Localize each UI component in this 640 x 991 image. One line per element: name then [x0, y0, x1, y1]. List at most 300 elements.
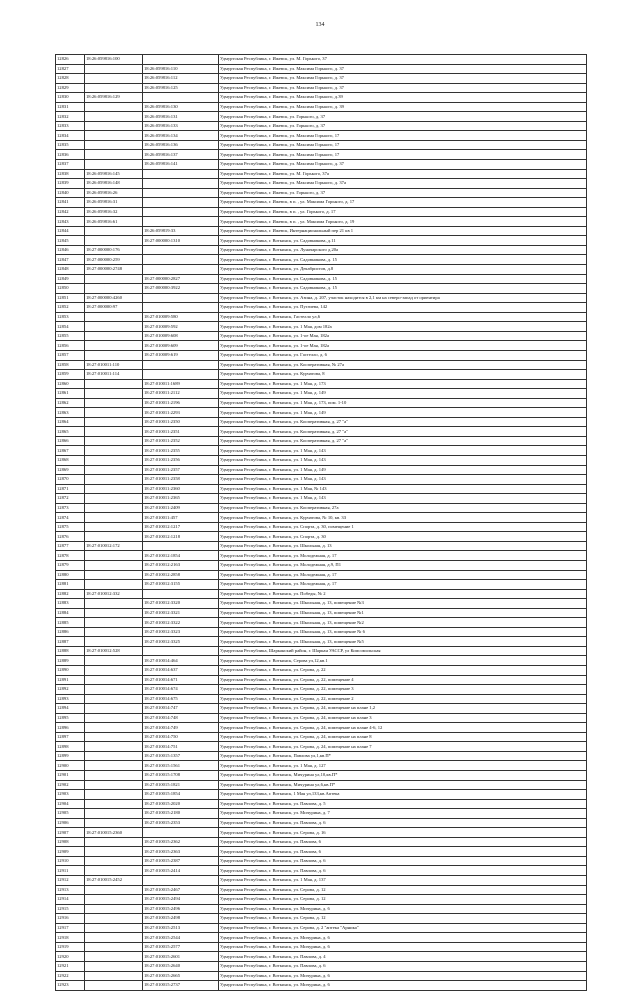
- parcel-number-cell: [85, 656, 143, 666]
- address-cell: Удмуртская Республика, г. Воткинск, Гастелло ул,6: [219, 312, 587, 322]
- table-row: [56, 599, 587, 609]
- address-cell: Удмуртская Республика, г. Воткинск, ул. Кооперативная, 27а: [219, 503, 587, 513]
- table-row: [56, 408, 587, 418]
- table-row: [56, 828, 587, 838]
- address-cell: Удмуртская Республика, г. Воткинск, ул. Серова, д. 16: [219, 828, 587, 838]
- row-number-cell: 12922: [56, 971, 85, 981]
- parcel-number-cell: [85, 914, 143, 924]
- table-row: [56, 379, 587, 389]
- address-cell: Удмуртская Республика, г. Ижевск, ул. Максима Горького, д. 37: [219, 83, 587, 93]
- parcel-number-cell: 18:27:000000:259: [85, 255, 143, 265]
- row-number-cell: 12840: [56, 188, 85, 198]
- address-cell: Удмуртская Республика, г. Воткинск, ул. Павлова, д. 6: [219, 961, 587, 971]
- building-number-cell: 18:27:010009:580: [143, 312, 219, 322]
- address-cell: Удмуртская Республика, г. Ижевск, ул. Максима Горького, д. 37: [219, 74, 587, 84]
- row-number-cell: 12853: [56, 312, 85, 322]
- address-cell: Удмуртская Республика, г. Ижевск, ул. Максима Горького, 17: [219, 150, 587, 160]
- table-row: [56, 322, 587, 332]
- parcel-number-cell: [85, 895, 143, 905]
- address-cell: Удмуртская Республика, г. Ижевск, ул. Максима Горького, д. 39: [219, 102, 587, 112]
- parcel-number-cell: [85, 790, 143, 800]
- table-row: [56, 169, 587, 179]
- address-cell: Удмуртская Республика, Шарканский район, г. Шаркан УАССР, ул Комсомольская: [219, 646, 587, 656]
- building-number-cell: 18:27:010015:2601: [143, 952, 219, 962]
- row-number-cell: 12911: [56, 866, 85, 876]
- address-cell: Удмуртская Республика, г. Воткинск, ул. Мичурина, д. 6: [219, 933, 587, 943]
- address-cell: Удмуртская Республика, г. Воткинск, 1 Мая ул,133,кв.Аптека: [219, 790, 587, 800]
- parcel-number-cell: [85, 685, 143, 695]
- building-number-cell: 18:27:010014:637: [143, 666, 219, 676]
- building-number-cell: [143, 589, 219, 599]
- address-cell: Удмуртская Республика, г. Воткинск, ул. Мичурина, д. 6: [219, 971, 587, 981]
- table-row: [56, 465, 587, 475]
- building-number-cell: 18:27:010011:2356: [143, 455, 219, 465]
- building-number-cell: 18:27:010012:3323: [143, 627, 219, 637]
- row-number-cell: 12914: [56, 895, 85, 905]
- row-number-cell: 12919: [56, 942, 85, 952]
- table-row: [56, 427, 587, 437]
- table-row: [56, 255, 587, 265]
- row-number-cell: 12865: [56, 427, 85, 437]
- building-number-cell: 18:27:010011:2360: [143, 484, 219, 494]
- address-cell: Удмуртская Республика, г. Воткинск, ул. Школьная, д. 13, помещение №3: [219, 599, 587, 609]
- parcel-number-cell: [85, 837, 143, 847]
- building-number-cell: 18:27:010015:2513: [143, 923, 219, 933]
- property-register-table: [55, 54, 587, 991]
- building-number-cell: 18:27:010015:2640: [143, 961, 219, 971]
- table-row: [56, 370, 587, 380]
- parcel-number-cell: [85, 236, 143, 246]
- table-row: [56, 637, 587, 647]
- row-number-cell: 12875: [56, 522, 85, 532]
- building-number-cell: 18:26:059816:133: [143, 121, 219, 131]
- row-number-cell: 12837: [56, 160, 85, 170]
- row-number-cell: 12862: [56, 398, 85, 408]
- parcel-number-cell: [85, 761, 143, 771]
- parcel-number-cell: [85, 694, 143, 704]
- parcel-number-cell: 18:26:059816:32: [85, 207, 143, 217]
- building-number-cell: 18:27:010012:3325: [143, 637, 219, 647]
- parcel-number-cell: 18:26:059816:100: [85, 55, 143, 65]
- address-cell: Удмуртская Республика, г. Воткинск, ул. Серова, д. 12: [219, 895, 587, 905]
- row-number-cell: 12845: [56, 236, 85, 246]
- parcel-number-cell: 18:27:010012:528: [85, 646, 143, 656]
- address-cell: Удмуртская Республика, г. Воткинск, ул. Садовникова, д.11: [219, 236, 587, 246]
- table-row: [56, 666, 587, 676]
- table-row: [56, 503, 587, 513]
- table-row: [56, 933, 587, 943]
- parcel-number-cell: [85, 933, 143, 943]
- parcel-number-cell: 18:27:010012:172: [85, 541, 143, 551]
- row-number-cell: 12876: [56, 532, 85, 542]
- table-row: [56, 685, 587, 695]
- row-number-cell: 12906: [56, 818, 85, 828]
- address-cell: Удмуртская Республика, г. Воткинск, ул. Спорта, д. 30, помещение 1: [219, 522, 587, 532]
- building-number-cell: 18:27:010015:2363: [143, 847, 219, 857]
- row-number-cell: 12887: [56, 637, 85, 647]
- row-number-cell: 12858: [56, 360, 85, 370]
- table-row: [56, 952, 587, 962]
- row-number-cell: 12850: [56, 284, 85, 294]
- building-number-cell: 18:27:010014:671: [143, 675, 219, 685]
- parcel-number-cell: [85, 83, 143, 93]
- parcel-number-cell: [85, 856, 143, 866]
- building-number-cell: 18:26:059816:125: [143, 83, 219, 93]
- address-cell: Удмуртская Республика, г. Воткинск, ул. Мичурина, д. 6: [219, 981, 587, 991]
- parcel-number-cell: [85, 952, 143, 962]
- row-number-cell: 12867: [56, 446, 85, 456]
- table-row: [56, 398, 587, 408]
- table-row: [56, 589, 587, 599]
- table-row: [56, 417, 587, 427]
- parcel-number-cell: [85, 284, 143, 294]
- address-cell: Удмуртская Республика, г. Воткинск, ул. Павлова, д. 6: [219, 856, 587, 866]
- building-number-cell: 18:27:010015:2180: [143, 809, 219, 819]
- parcel-number-cell: [85, 866, 143, 876]
- address-cell: Удмуртская Республика, г. Ижевск, в п. , ул. Максима Горького, д. 19: [219, 217, 587, 227]
- row-number-cell: 12828: [56, 74, 85, 84]
- address-cell: Удмуртская Республика, г. Воткинск, Серова ул,12,кв.1: [219, 656, 587, 666]
- building-number-cell: 18:27:010015:1708: [143, 771, 219, 781]
- address-cell: Удмуртская Республика, г. Воткинск, ул. Школьная, д. 13, помещение №5: [219, 637, 587, 647]
- address-cell: Удмуртская Республика, г. Воткинск, ул. Победы, № 2: [219, 589, 587, 599]
- row-number-cell: 12827: [56, 64, 85, 74]
- building-number-cell: 18:27:010009:592: [143, 322, 219, 332]
- parcel-number-cell: 18:27:010015:2452: [85, 876, 143, 886]
- address-cell: Удмуртская Республика, г. Воткинск, ул. Школьная, д. 13, помещение №2: [219, 618, 587, 628]
- parcel-number-cell: [85, 465, 143, 475]
- parcel-number-cell: 18:27:000000:4260: [85, 293, 143, 303]
- table-row: [56, 83, 587, 93]
- address-cell: Удмуртская Республика, г. Воткинск, ул. 1 Мая, д. 149: [219, 465, 587, 475]
- building-number-cell: 18:27:010015:2498: [143, 914, 219, 924]
- row-number-cell: 12855: [56, 331, 85, 341]
- building-number-cell: 18:26:059816:130: [143, 102, 219, 112]
- row-number-cell: 12857: [56, 350, 85, 360]
- address-cell: Удмуртская Республика, г. Воткинск, ул. Серова, д. 24, помещение на плане 3: [219, 713, 587, 723]
- table-row: [56, 618, 587, 628]
- table-row: [56, 475, 587, 485]
- building-number-cell: [143, 169, 219, 179]
- building-number-cell: 18:27:010014:675: [143, 694, 219, 704]
- parcel-number-cell: [85, 723, 143, 733]
- parcel-number-cell: 18:27:010011:114: [85, 370, 143, 380]
- table-row: [56, 160, 587, 170]
- building-number-cell: 18:26:059816:141: [143, 160, 219, 170]
- address-cell: Удмуртская Республика, г. Воткинск, ул. Серова, д. 24, помещение на плане 8: [219, 732, 587, 742]
- row-number-cell: 12877: [56, 541, 85, 551]
- building-number-cell: 18:27:010011:2409: [143, 503, 219, 513]
- row-number-cell: 12849: [56, 274, 85, 284]
- row-number-cell: 12846: [56, 245, 85, 255]
- building-number-cell: 18:27:010011:1689: [143, 379, 219, 389]
- address-cell: Удмуртская Республика, г. Воткинск, ул. Павлова, д. 5: [219, 799, 587, 809]
- building-number-cell: 18:27:010009:609: [143, 341, 219, 351]
- row-number-cell: 12902: [56, 780, 85, 790]
- row-number-cell: 12861: [56, 389, 85, 399]
- table-row: [56, 723, 587, 733]
- address-cell: Удмуртская Республика, г. Воткинск, ул. Кооперативная, д. 27 "а": [219, 427, 587, 437]
- address-cell: Удмуртская Республика, г. Воткинск, ул. Луначарского д.20а: [219, 245, 587, 255]
- building-number-cell: [143, 541, 219, 551]
- building-number-cell: 18:27:010012:3155: [143, 580, 219, 590]
- row-number-cell: 12852: [56, 303, 85, 313]
- building-number-cell: 18:27:010015:2494: [143, 895, 219, 905]
- row-number-cell: 12889: [56, 656, 85, 666]
- table-row: [56, 551, 587, 561]
- row-number-cell: 12844: [56, 226, 85, 236]
- address-cell: Удмуртская Республика, г. Воткинск, ул. 1 Мая, д. 137: [219, 876, 587, 886]
- building-number-cell: 18:27:010015:2020: [143, 799, 219, 809]
- building-number-cell: 18:27:000000:2827: [143, 274, 219, 284]
- address-cell: Удмуртская Республика, г. Воткинск, ул. 1 Мая, д. 143: [219, 455, 587, 465]
- address-cell: Удмуртская Республика, г. Воткинск, ул. Садовникова, д. 15: [219, 255, 587, 265]
- parcel-number-cell: [85, 350, 143, 360]
- row-number-cell: 12864: [56, 417, 85, 427]
- building-number-cell: 18:27:010015:1561: [143, 761, 219, 771]
- row-number-cell: 12831: [56, 102, 85, 112]
- building-number-cell: 18:27:000000:1310: [143, 236, 219, 246]
- parcel-number-cell: [85, 818, 143, 828]
- parcel-number-cell: [85, 379, 143, 389]
- parcel-number-cell: [85, 675, 143, 685]
- address-cell: Удмуртская Республика, г. Воткинск, ул. Кооперативная, № 27а: [219, 360, 587, 370]
- row-number-cell: 12871: [56, 484, 85, 494]
- table-row: [56, 312, 587, 322]
- parcel-number-cell: [85, 961, 143, 971]
- parcel-number-cell: [85, 417, 143, 427]
- table-row: [56, 112, 587, 122]
- building-number-cell: 18:27:010012:2163: [143, 560, 219, 570]
- parcel-number-cell: [85, 923, 143, 933]
- building-number-cell: [143, 255, 219, 265]
- building-number-cell: 18:27:010009:608: [143, 331, 219, 341]
- parcel-number-cell: [85, 751, 143, 761]
- table-row: [56, 732, 587, 742]
- table-row: [56, 866, 587, 876]
- building-number-cell: [143, 303, 219, 313]
- building-number-cell: 18:26:059816:137: [143, 150, 219, 160]
- row-number-cell: 12851: [56, 293, 85, 303]
- table-row: [56, 837, 587, 847]
- address-cell: Удмуртская Республика, г. Ижевск, ул. Максима Горького, д. 37: [219, 64, 587, 74]
- building-number-cell: 18:27:010012:3321: [143, 608, 219, 618]
- row-number-cell: 12882: [56, 589, 85, 599]
- row-number-cell: 12913: [56, 885, 85, 895]
- address-cell: Удмуртская Республика, г. Ижевск, ул. Максима Горького, д.39: [219, 93, 587, 103]
- table-row: [56, 971, 587, 981]
- table-row: [56, 627, 587, 637]
- table-row: [56, 876, 587, 886]
- table-row: [56, 484, 587, 494]
- address-cell: Удмуртская Республика, г. Воткинск, ул. 1 Мая, д. 127: [219, 761, 587, 771]
- table-row: [56, 121, 587, 131]
- table-row: [56, 446, 587, 456]
- row-number-cell: 12847: [56, 255, 85, 265]
- row-number-cell: 12836: [56, 150, 85, 160]
- table-row: [56, 55, 587, 65]
- table-row: [56, 751, 587, 761]
- table-row: [56, 436, 587, 446]
- row-number-cell: 12908: [56, 837, 85, 847]
- parcel-number-cell: [85, 981, 143, 991]
- address-cell: Удмуртская Республика, г. Воткинск, ул. Павлова, д. 4: [219, 952, 587, 962]
- parcel-number-cell: [85, 475, 143, 485]
- row-number-cell: 12880: [56, 570, 85, 580]
- table-row: [56, 265, 587, 275]
- address-cell: Удмуртская Республика, г. Воткинск, ул. Кооперативная, д. 27 "а": [219, 436, 587, 446]
- row-number-cell: 12918: [56, 933, 85, 943]
- table-row: [56, 818, 587, 828]
- address-cell: Удмуртская Республика, г. Воткинск, ул. Школьная, д. 13, помещение №1: [219, 608, 587, 618]
- table-row: [56, 198, 587, 208]
- table-row: [56, 150, 587, 160]
- address-cell: Удмуртская Республика, г. Воткинск, ул. Курчатова, № 10, кв. 33: [219, 513, 587, 523]
- building-number-cell: 18:27:010015:2414: [143, 866, 219, 876]
- address-cell: Удмуртская Республика, г. Воткинск, ул. 1 Мая, д. 173, пом. 1-10: [219, 398, 587, 408]
- building-number-cell: 18:27:010011:2350: [143, 417, 219, 427]
- building-number-cell: 18:27:010011:2351: [143, 427, 219, 437]
- building-number-cell: 18:27:010011:2352: [143, 436, 219, 446]
- row-number-cell: 12890: [56, 666, 85, 676]
- building-number-cell: 18:27:010015:2467: [143, 885, 219, 895]
- row-number-cell: 12909: [56, 847, 85, 857]
- table-row: [56, 771, 587, 781]
- parcel-number-cell: [85, 140, 143, 150]
- address-cell: Удмуртская Республика, г. Ижевск, ул. Максима Горького, д. 37а: [219, 179, 587, 189]
- parcel-number-cell: 18:27:000000:176: [85, 245, 143, 255]
- address-cell: Удмуртская Республика, г. Ижевск, ул. Максима Горького, 17: [219, 140, 587, 150]
- parcel-number-cell: [85, 799, 143, 809]
- address-cell: Удмуртская Республика, г. Воткинск, ул. Павлова, 6: [219, 847, 587, 857]
- parcel-number-cell: [85, 494, 143, 504]
- row-number-cell: 12856: [56, 341, 85, 351]
- row-number-cell: 12912: [56, 876, 85, 886]
- row-number-cell: 12832: [56, 112, 85, 122]
- parcel-number-cell: [85, 102, 143, 112]
- address-cell: Удмуртская Республика, г. Воткинск, ул. Гастелло, д. 6: [219, 350, 587, 360]
- table-row: [56, 217, 587, 227]
- address-cell: Удмуртская Республика, г. Воткинск, ул. Кооперативная, д. 27 "а": [219, 417, 587, 427]
- table-row: [56, 188, 587, 198]
- parcel-number-cell: [85, 637, 143, 647]
- building-number-cell: 18:27:010015:2353: [143, 818, 219, 828]
- table-row: [56, 560, 587, 570]
- table-row: [56, 455, 587, 465]
- table-row: [56, 580, 587, 590]
- table-row: [56, 64, 587, 74]
- row-number-cell: 12901: [56, 771, 85, 781]
- parcel-number-cell: [85, 580, 143, 590]
- parcel-number-cell: [85, 64, 143, 74]
- table-row: [56, 856, 587, 866]
- table-row: [56, 799, 587, 809]
- address-cell: Удмуртская Республика, г. Воткинск, ул. Серова, д. 24, помещение на плане 4-6, 12: [219, 723, 587, 733]
- parcel-number-cell: [85, 885, 143, 895]
- parcel-number-cell: [85, 732, 143, 742]
- table-row: [56, 389, 587, 399]
- address-cell: Удмуртская Республика, г. Воткинск, Мичурина ул,10,кв.П*: [219, 771, 587, 781]
- row-number-cell: 12841: [56, 198, 85, 208]
- parcel-number-cell: [85, 446, 143, 456]
- building-number-cell: [143, 179, 219, 189]
- row-number-cell: 12866: [56, 436, 85, 446]
- building-number-cell: 18:26:059816:110: [143, 64, 219, 74]
- row-number-cell: 12829: [56, 83, 85, 93]
- row-number-cell: 12883: [56, 599, 85, 609]
- address-cell: Удмуртская Республика, г. Воткинск, ул. Серова, д. 2 "аптека "Арника": [219, 923, 587, 933]
- building-number-cell: 18:27:010015:2577: [143, 942, 219, 952]
- building-number-cell: [143, 93, 219, 103]
- address-cell: Удмуртская Республика, г. Воткинск, ул. Мичурина, д. 6: [219, 904, 587, 914]
- building-number-cell: 18:27:000000:3922: [143, 284, 219, 294]
- row-number-cell: 12884: [56, 608, 85, 618]
- row-number-cell: 12868: [56, 455, 85, 465]
- row-number-cell: 12923: [56, 981, 85, 991]
- building-number-cell: 18:26:059819:33: [143, 226, 219, 236]
- building-number-cell: 18:27:010012:2858: [143, 570, 219, 580]
- parcel-number-cell: [85, 398, 143, 408]
- building-number-cell: 18:27:010015:2362: [143, 837, 219, 847]
- parcel-number-cell: [85, 455, 143, 465]
- table-row: [56, 236, 587, 246]
- building-number-cell: 18:27:010015:2665: [143, 971, 219, 981]
- row-number-cell: 12892: [56, 685, 85, 695]
- address-cell: Удмуртская Республика, г. Воткинск, ул. Павлова, 6: [219, 837, 587, 847]
- parcel-number-cell: 18:26:059816:145: [85, 169, 143, 179]
- address-cell: Удмуртская Республика, г. Воткинск, ул. 1 Мая, д. 173: [219, 379, 587, 389]
- parcel-number-cell: [85, 408, 143, 418]
- address-cell: Удмуртская Республика, г. Воткинск, ул. 1-ое Мая, 182а: [219, 341, 587, 351]
- parcel-number-cell: [85, 427, 143, 437]
- building-number-cell: 18:27:010014:747: [143, 704, 219, 714]
- parcel-number-cell: [85, 341, 143, 351]
- parcel-number-cell: [85, 570, 143, 580]
- building-number-cell: 18:26:059816:131: [143, 112, 219, 122]
- table-row: [56, 131, 587, 141]
- row-number-cell: 12879: [56, 560, 85, 570]
- parcel-number-cell: [85, 522, 143, 532]
- table-row: [56, 274, 587, 284]
- table-row: [56, 494, 587, 504]
- address-cell: Удмуртская Республика, г. Ижевск, ул. Горького, д. 37: [219, 188, 587, 198]
- table-row: [56, 207, 587, 217]
- parcel-number-cell: [85, 274, 143, 284]
- building-number-cell: 18:26:059816:136: [143, 140, 219, 150]
- table-row: [56, 646, 587, 656]
- row-number-cell: 12869: [56, 465, 85, 475]
- building-number-cell: 18:27:010012:1854: [143, 551, 219, 561]
- address-cell: Удмуртская Республика, г. Воткинск, ул. 1-ое Мая, 182а: [219, 331, 587, 341]
- parcel-number-cell: [85, 904, 143, 914]
- building-number-cell: [143, 55, 219, 65]
- address-cell: Удмуртская Республика, г. Воткинск, ул. Серова, д. 12: [219, 914, 587, 924]
- table-row: [56, 179, 587, 189]
- row-number-cell: 12859: [56, 370, 85, 380]
- table-row: [56, 608, 587, 618]
- address-cell: Удмуртская Республика, г. Воткинск, ул. Школьная, д. 13: [219, 541, 587, 551]
- address-cell: Удмуртская Республика, г. Ижевск, ул. Горького, д. 37: [219, 121, 587, 131]
- address-cell: Удмуртская Республика, г. Воткинск, ул. Мичурина, д. 7: [219, 809, 587, 819]
- parcel-number-cell: [85, 771, 143, 781]
- table-row: [56, 942, 587, 952]
- table-row: [56, 847, 587, 857]
- building-number-cell: 18:27:010012:1217: [143, 522, 219, 532]
- row-number-cell: 12843: [56, 217, 85, 227]
- parcel-number-cell: 18:27:010012:332: [85, 589, 143, 599]
- parcel-number-cell: [85, 484, 143, 494]
- building-number-cell: 18:27:010014:748: [143, 713, 219, 723]
